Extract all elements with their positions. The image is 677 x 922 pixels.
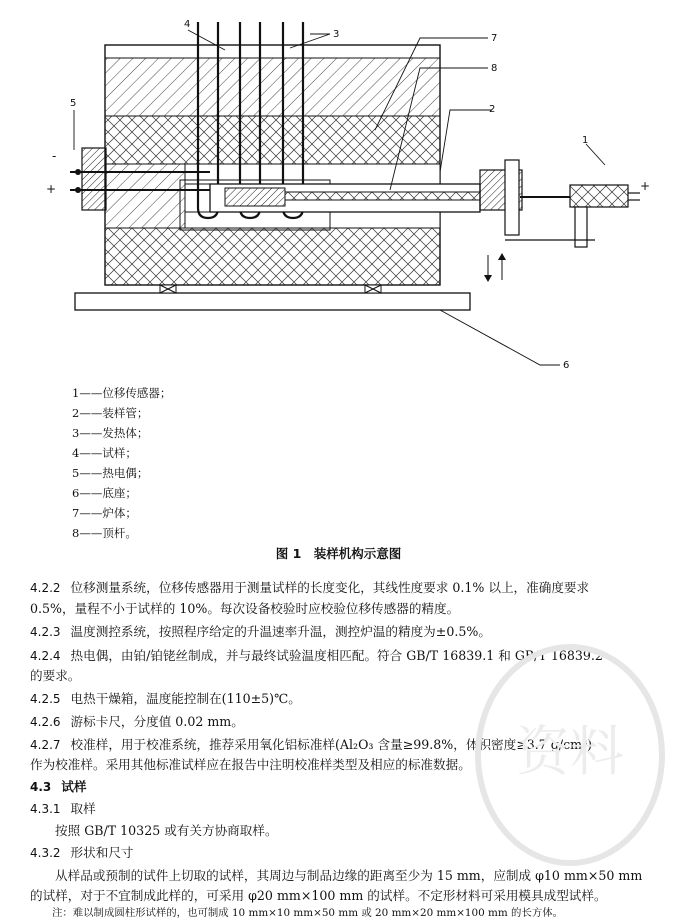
legend-item-8: 8——顶杆。 bbox=[72, 526, 137, 540]
section-text: 温度测控系统，按照程序给定的升温速率升温，测控炉温的精度为±0.5%。 bbox=[70, 624, 491, 639]
section-4-3-1-body: 按照 GB/T 10325 或有关方协商取样。 bbox=[55, 823, 278, 838]
stamp-text: 资料 bbox=[516, 720, 624, 783]
displacement-sensor-assembly bbox=[480, 160, 640, 282]
section-number: 4.2.5 bbox=[30, 692, 61, 706]
callout-8: 8 bbox=[491, 63, 498, 74]
section-4-2-6 bbox=[30, 712, 244, 732]
section-number: 4.2.3 bbox=[30, 625, 61, 639]
heading-number: 4.3.1 bbox=[30, 802, 61, 816]
minus-sign: - bbox=[52, 149, 57, 163]
callout-2: 2 bbox=[489, 104, 496, 115]
section-4-2-5 bbox=[30, 689, 301, 709]
section-4-2-3 bbox=[30, 622, 491, 642]
callout-1: 1 bbox=[582, 135, 589, 146]
section-4-2-4-cont: 的要求。 bbox=[30, 668, 81, 683]
callout-7: 7 bbox=[491, 33, 498, 44]
callout-6: 6 bbox=[563, 360, 570, 371]
watermark-stamp bbox=[470, 640, 670, 870]
heading-title: 形状和尺寸 bbox=[70, 845, 134, 860]
heading-number: 4.3 bbox=[30, 780, 52, 794]
heading-4-3-2 bbox=[30, 843, 134, 863]
section-number: 4.2.4 bbox=[30, 649, 61, 663]
section-4-3-2-body-1: 从样品或预制的试件上切取的试样，其周边与制品边缘的距离至少为 15 mm，应制成 φ10 mm×50 mm bbox=[55, 868, 643, 883]
section-text: 校准样，用于校准系统，推荐采用氧化铝标准样(Al₂O₃ 含量≥99.8%，体积密度≥3.7 g/cm³) bbox=[70, 737, 593, 752]
callout-4: 4 bbox=[184, 19, 191, 30]
heading-title: 取样 bbox=[70, 801, 96, 816]
section-4-2-2-cont: 0.5%，量程不小于试样的 10%。每次设备校验时应校验位移传感器的精度。 bbox=[30, 601, 460, 616]
plus-sign-left: + bbox=[46, 182, 57, 196]
section-text: 热电偶，由铂/铂铑丝制成，并与最终试验温度相匹配。符合 GB/T 16839.1 和 GB/T 16839.2 bbox=[70, 648, 603, 663]
section-text: 位移测量系统，位移传感器用于测量试样的长度变化，其线性度要求 0.1% 以上，准确度要求 bbox=[70, 580, 590, 595]
section-text: 电热干燥箱，温度能控制在(110±5)℃。 bbox=[70, 691, 301, 706]
sample-tube bbox=[210, 184, 480, 212]
section-4-3-2-body-2: 的试样，对于不宜制成此样的，可采用 φ20 mm×100 mm 的试样。不定形材料可采用模具成型试样。 bbox=[30, 888, 607, 903]
legend-item-3: 3——发热体； bbox=[72, 426, 149, 440]
heading-number: 4.3.2 bbox=[30, 846, 61, 860]
furnace-body bbox=[105, 45, 440, 285]
legend-item-6: 6——底座； bbox=[72, 486, 137, 500]
legend-item-2: 2——装样管； bbox=[72, 406, 149, 420]
section-number: 4.2.2 bbox=[30, 581, 61, 595]
plus-sign-right: + bbox=[640, 179, 651, 193]
section-text: 游标卡尺，分度值 0.02 mm。 bbox=[70, 714, 244, 729]
legend-item-5: 5——热电偶； bbox=[72, 466, 149, 480]
legend-item-1: 1——位移传感器； bbox=[72, 386, 172, 400]
heading-4-3 bbox=[30, 777, 86, 797]
callout-5: 5 bbox=[70, 98, 77, 109]
footnote: 注：难以制成圆柱形试样的，也可制成 10 mm×10 mm×50 mm 或 20 mm×20 mm×100 mm 的长方体。 bbox=[52, 907, 564, 919]
base bbox=[75, 285, 470, 310]
heading-4-3-1 bbox=[30, 799, 96, 819]
legend-item-4: 4——试样； bbox=[72, 446, 137, 460]
section-4-2-2 bbox=[30, 578, 589, 598]
figure-caption: 图 1 装样机构示意图 bbox=[275, 546, 402, 561]
section-number: 4.2.6 bbox=[30, 715, 61, 729]
section-number: 4.2.7 bbox=[30, 738, 61, 752]
section-4-2-7-cont: 作为校准样。采用其他标准试样应在报告中注明校准样类型及相应的标准数据。 bbox=[30, 757, 471, 772]
heading-title: 试样 bbox=[61, 779, 87, 794]
legend-item-7: 7——炉体； bbox=[72, 506, 137, 520]
apparatus-diagram bbox=[0, 0, 677, 380]
callout-3: 3 bbox=[333, 29, 340, 40]
